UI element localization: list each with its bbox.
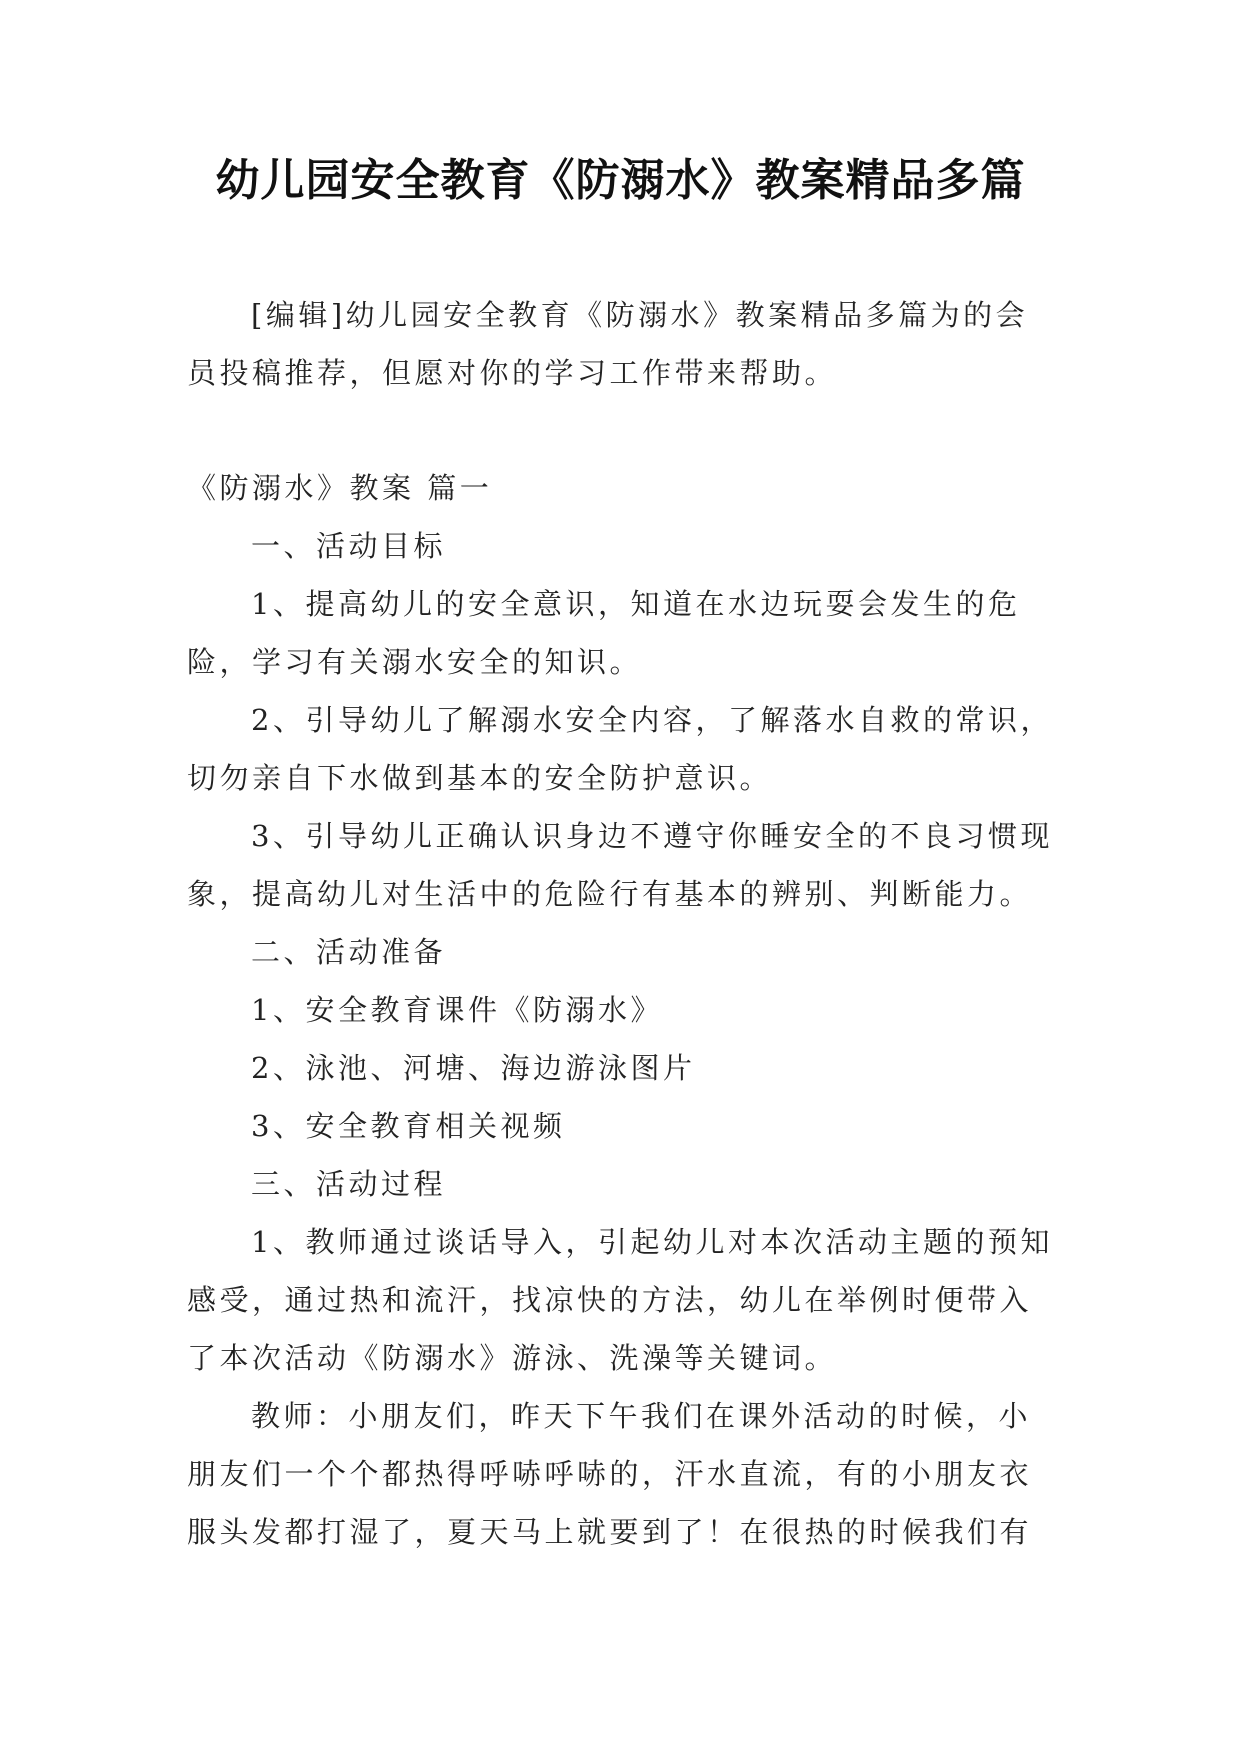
paragraph-objective-1: 1、提高幼儿的安全意识，知道在水边玩耍会发生的危险，学习有关溺水安全的知识。 [187, 587, 1021, 679]
section-block [187, 459, 1057, 1561]
paragraph-preparation-1: 1、安全教育课件《防溺水》 [251, 993, 663, 1027]
intro-block [187, 286, 1057, 402]
paragraph-preparation-3: 3、安全教育相关视频 [251, 1109, 566, 1143]
intro-paragraph: [编辑]幼儿园安全教育《防溺水》教案精品多篇为的会员投稿推荐，但愿对你的学习工作带来帮助。 [187, 298, 1029, 390]
paragraph-objective-3: 3、引导幼儿正确认识身边不遵守你睡安全的不良习惯现象，提高幼儿对生活中的危险行有基本的辨别、判断能力。 [187, 819, 1053, 911]
paragraph-preparation-heading: 二、活动准备 [251, 935, 447, 969]
section-heading: 《防溺水》教案 篇一 [187, 471, 493, 505]
paragraph-objective-2: 2、引导幼儿了解溺水安全内容，了解落水自救的常识，切勿亲自下水做到基本的安全防护意识。 [187, 703, 1053, 795]
paragraph-process-1: 1、教师通过谈话导入，引起幼儿对本次活动主题的预知感受，通过热和流汗，找凉快的方法，幼儿在举例时便带入了本次活动《防溺水》游泳、洗澡等关键词。 [187, 1225, 1053, 1375]
document-title: 幼儿园安全教育《防溺水》教案精品多篇 [215, 155, 1026, 206]
paragraph-objectives-heading: 一、活动目标 [251, 529, 447, 563]
paragraph-teacher-dialogue: 教师：小朋友们，昨天下午我们在课外活动的时候，小朋友们一个个都热得呼哧呼哧的，汗水直流，有的小朋友衣服头发都打湿了，夏天马上就要到了！在很热的时候我们有 [187, 1399, 1033, 1549]
paragraph-process-heading: 三、活动过程 [251, 1167, 447, 1201]
paragraph-preparation-2: 2、泳池、河塘、海边游泳图片 [251, 1051, 696, 1085]
